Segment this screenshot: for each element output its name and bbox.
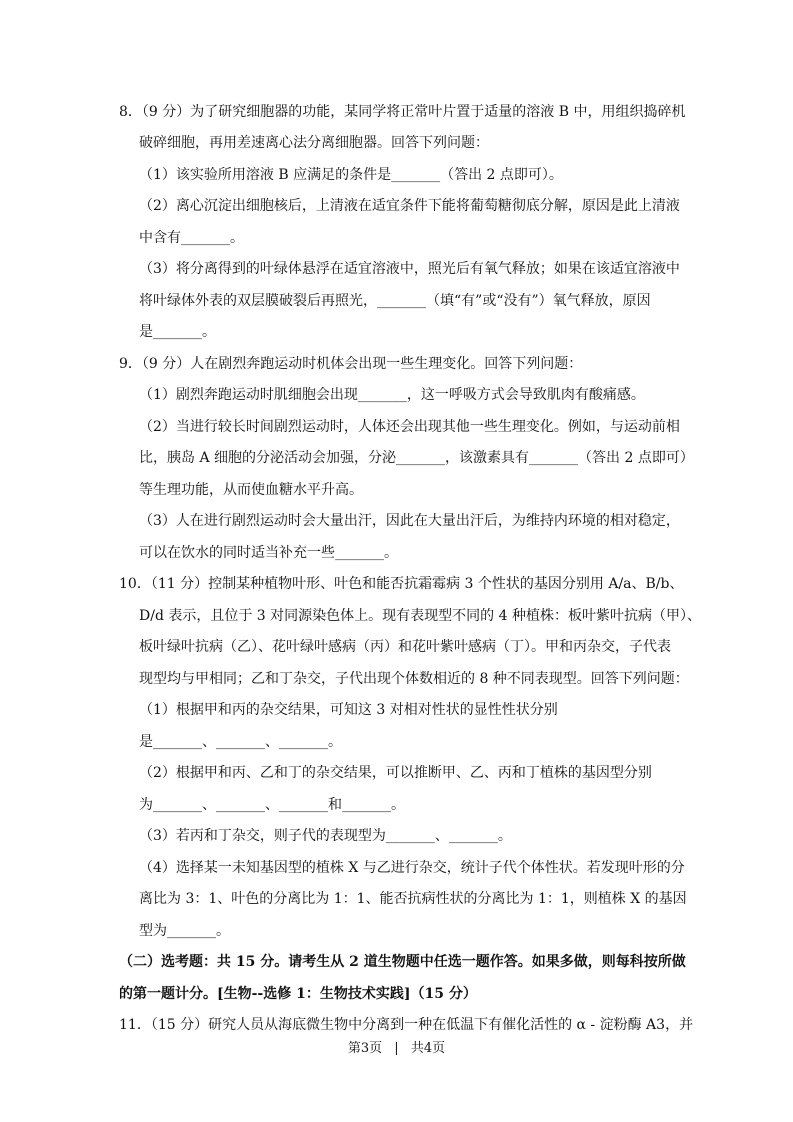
section-heading-line-2: 的第一题计分。[生物--选修 1：生物技术实践]（15 分） (119, 986, 477, 1002)
q10-line-2: D/d 表示，且位于 3 对同源染色体上。现有表现型不同的 4 种植株：板叶紫叶抗病（甲）、 (139, 608, 701, 624)
q8-line-1: 8．（9 分）为了研究细胞器的功能，某同学将正常叶片置于适量的溶液 B 中，用组织捣碎机 (119, 104, 686, 120)
q10-line-4: 现型均与甲相同；乙和丁杂交，子代出现个体数相近的 8 种不同表现型。回答下列问题： (139, 671, 689, 687)
q8-part3-line-1: （3）将分离得到的叶绿体悬浮在适宜溶液中，照光后有氧气释放；如果在该适宜溶液中 (139, 261, 680, 277)
q9-part2-line-1: （2）当进行较长时间剧烈运动时，人体还会出现其他一些生理变化。例如，与运动前相 (139, 419, 680, 435)
q10-part3: （3）若丙和丁杂交，则子代的表现型为_______、_______。 (139, 828, 512, 844)
footer-separator: | (394, 1041, 399, 1056)
q9-part1: （1）剧烈奔跑运动时肌细胞会出现_______，这一呼吸方式会导致肌肉有酸痛感。 (139, 387, 645, 403)
page-footer (0, 1040, 793, 1058)
q9-part3-line-1: （3）人在进行剧烈运动时会大量出汗，因此在大量出汗后，为维持内环境的相对稳定， (139, 513, 680, 529)
q11-line-1: 11．（15 分）研究人员从海底微生物中分离到一种在低温下有催化活性的 α - 淀粉酶 A3，并 (119, 1017, 694, 1033)
q9-part2-line-3: 等生理功能，从而使血糖水平升高。 (139, 482, 363, 498)
q8-part1: （1）该实验所用溶液 B 应满足的条件是_______（答出 2 点即可）。 (139, 167, 563, 183)
q9-part3-line-2: 可以在饮水的同时适当补充一些_______。 (139, 545, 398, 561)
q9-line-1: 9．（9 分）人在剧烈奔跑运动时机体会出现一些生理变化。回答下列问题： (119, 356, 583, 372)
q8-line-2: 破碎细胞，再用差速离心法分离细胞器。回答下列问题： (139, 135, 489, 151)
section-heading-line-1: （二）选考题：共 15 分。请考生从 2 道生物题中任选一题作答。如果多做，则每科按所做 (119, 954, 686, 970)
q10-part4-line-2: 离比为 3：1、叶色的分离比为 1：1、能否抗病性状的分离比为 1：1，则植株 X 的基因 (139, 891, 687, 907)
q8-part3-line-2: 将叶绿体外表的双层膜破裂后再照光，_______（填“有”或“没有”）氧气释放，原因 (139, 293, 651, 309)
q8-part2-line-1: （2）离心沉淀出细胞核后，上清液在适宜条件下能将葡萄糖彻底分解，原因是此上清液 (139, 198, 680, 214)
q10-part1-line-1: （1）根据甲和丙的杂交结果，可知这 3 对相对性状的显性性状分别 (139, 702, 558, 718)
q10-part2-line-2: 为_______、_______、_______和_______。 (139, 797, 405, 813)
q8-part3-line-3: 是_______。 (139, 324, 216, 340)
footer-page-total: 共4页 (410, 1041, 446, 1056)
q10-line-1: 10．（11 分）控制某种植物叶形、叶色和能否抗霜霉病 3 个性状的基因分别用 A/a、B/b、 (119, 576, 684, 592)
q9-part2-line-2: 比，胰岛 A 细胞的分泌活动会加强，分泌_______，该激素具有_______（答出 2 点即可） (139, 450, 694, 466)
footer-page-current: 第3页 (347, 1041, 383, 1056)
q10-part1-line-2: 是_______、_______、_______。 (139, 734, 342, 750)
q10-part2-line-1: （2）根据甲和丙、乙和丁的杂交结果，可以推断甲、乙、丙和丁植株的基因型分别 (139, 765, 652, 781)
q8-part2-line-2: 中含有_______。 (139, 230, 244, 246)
q10-part4-line-3: 型为_______。 (139, 923, 230, 939)
q10-part4-line-1: （4）选择某一未知基因型的植株 X 与乙进行杂交，统计子代个体性状。若发现叶形的分 (139, 860, 685, 876)
q10-line-3: 板叶绿叶抗病（乙）、花叶绿叶感病（丙）和花叶紫叶感病（丁）。甲和丙杂交，子代表 (139, 639, 671, 655)
